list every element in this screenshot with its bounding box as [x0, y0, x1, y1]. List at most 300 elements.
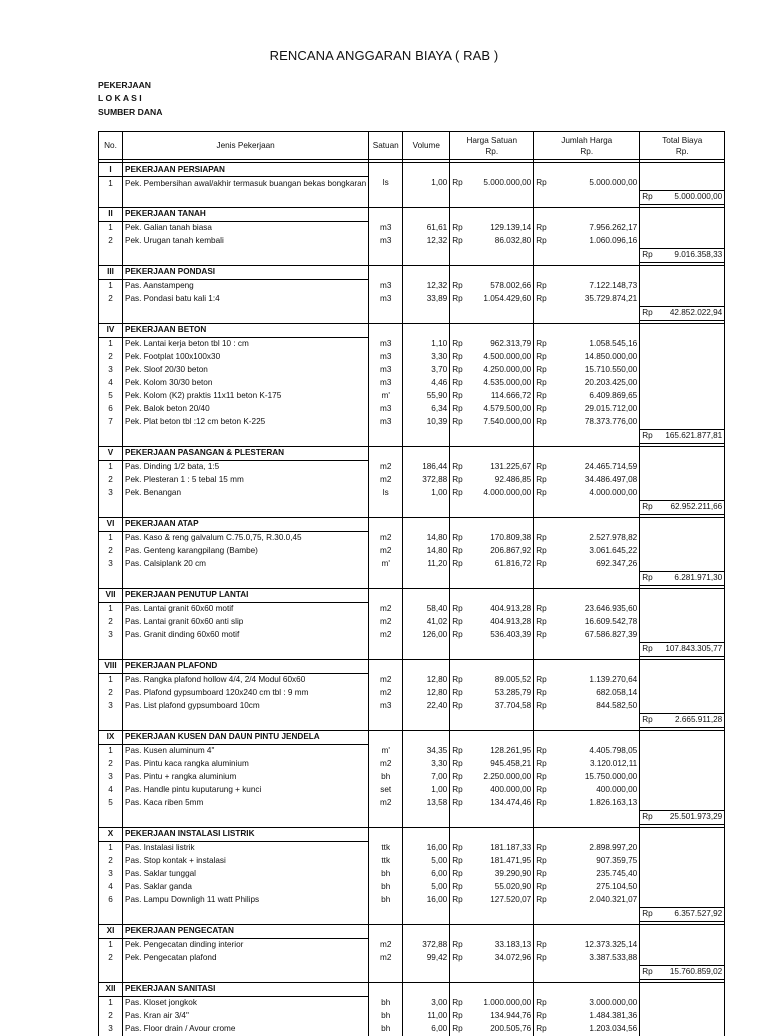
total-empty: [450, 429, 466, 443]
item-unit: ls: [369, 177, 403, 191]
table-row: [99, 855, 725, 868]
item-price: 404.913,28: [466, 602, 534, 616]
item-no: 5: [99, 797, 123, 811]
section-empty: [369, 265, 403, 279]
item-total-empty: [640, 771, 656, 784]
item-total-empty: [656, 474, 725, 487]
item-price: 4.250.000,00: [466, 364, 534, 377]
table-row: [99, 616, 725, 629]
section-empty: [640, 446, 656, 460]
section-empty: [534, 659, 550, 673]
item-amount-currency: Rp: [536, 701, 547, 711]
section-empty: [640, 265, 656, 279]
section-empty: [450, 827, 466, 841]
item-total-empty: [656, 629, 725, 643]
item-no: 1: [99, 841, 123, 855]
item-amount-currency: Rp: [536, 417, 547, 427]
item-price-currency: Rp: [452, 745, 463, 755]
table-body: [99, 160, 725, 1036]
item-amount-currency: Rp: [536, 603, 547, 613]
total-empty: [369, 571, 403, 585]
item-price: 170.809,38: [466, 531, 534, 545]
total-empty: [534, 500, 550, 514]
header-harga-line1: Harga Satuan: [466, 135, 517, 145]
section-total-currency: Rp: [640, 642, 656, 656]
section-total-currency: Rp: [640, 713, 656, 727]
meta-sumber-dana: SUMBER DANA: [98, 107, 163, 117]
item-no: 3: [99, 364, 123, 377]
table-row: [99, 351, 725, 364]
item-total-empty: [656, 377, 725, 390]
item-no: 2: [99, 758, 123, 771]
item-price-currency: Rp: [452, 294, 463, 304]
total-empty: [123, 642, 369, 656]
item-description: Pas. Dinding 1/2 bata, 1:5: [123, 460, 369, 474]
item-total-empty: [640, 545, 656, 558]
item-price-currency: Rp: [452, 236, 463, 246]
section-row: [99, 982, 725, 996]
item-price: 7.540.000,00: [466, 416, 534, 430]
item-no: 2: [99, 293, 123, 307]
section-empty: [403, 207, 450, 221]
item-amount-currency: Rp: [536, 178, 547, 188]
item-amount-currency: Rp: [536, 1024, 547, 1033]
section-total-currency: Rp: [640, 306, 656, 320]
section-empty: [369, 982, 403, 996]
item-total-empty: [640, 687, 656, 700]
total-empty: [550, 642, 640, 656]
total-empty: [450, 907, 466, 921]
table-row: [99, 881, 725, 894]
total-empty: [369, 429, 403, 443]
item-unit: m2: [369, 616, 403, 629]
total-empty: [99, 907, 123, 921]
total-empty: [369, 190, 403, 204]
item-volume: 3,70: [403, 364, 450, 377]
total-empty: [466, 500, 534, 514]
item-total-empty: [656, 938, 725, 952]
item-unit: ttk: [369, 855, 403, 868]
item-amount: 7.122.148,73: [550, 279, 640, 293]
table-row: [99, 602, 725, 616]
item-price: 5.000.000,00: [466, 177, 534, 191]
item-price: 181.471,95: [466, 855, 534, 868]
item-amount-currency: Rp: [536, 365, 547, 374]
total-empty: [550, 713, 640, 727]
item-volume: 6,00: [403, 1023, 450, 1036]
section-row: [99, 446, 725, 460]
section-empty: [656, 659, 725, 673]
section-total-row: [99, 190, 725, 204]
item-total-empty: [640, 377, 656, 390]
section-empty: [656, 207, 725, 221]
section-empty: [369, 207, 403, 221]
item-amount: 3.120.012,11: [550, 758, 640, 771]
item-total-empty: [640, 337, 656, 351]
item-total-empty: [640, 700, 656, 714]
item-unit: ls: [369, 487, 403, 501]
table-row: [99, 558, 725, 572]
section-row: [99, 659, 725, 673]
item-description: Pek. Benangan: [123, 487, 369, 501]
section-total-row: [99, 500, 725, 514]
section-row: [99, 207, 725, 221]
total-empty: [550, 190, 640, 204]
table-row: [99, 337, 725, 351]
item-price-currency: Rp: [452, 603, 463, 613]
item-price: 206.867,92: [466, 545, 534, 558]
item-unit: m2: [369, 952, 403, 966]
item-volume: 41,02: [403, 616, 450, 629]
header-jumlah: [534, 132, 640, 160]
item-no: 2: [99, 351, 123, 364]
item-no: 1: [99, 673, 123, 687]
item-description: Pas. Saklar tunggal: [123, 868, 369, 881]
item-volume: 6,34: [403, 403, 450, 416]
item-volume: 372,88: [403, 474, 450, 487]
table-row: [99, 403, 725, 416]
item-no: 5: [99, 390, 123, 403]
item-volume: 5,00: [403, 881, 450, 894]
item-total-empty: [640, 364, 656, 377]
total-empty: [534, 306, 550, 320]
item-price: 945.458,21: [466, 758, 534, 771]
section-empty: [403, 982, 450, 996]
total-empty: [99, 713, 123, 727]
total-empty: [369, 907, 403, 921]
total-empty: [403, 248, 450, 262]
section-total: 165.621.877,81: [656, 429, 725, 443]
section-empty: [550, 207, 640, 221]
total-empty: [466, 190, 534, 204]
table-row: [99, 1023, 725, 1036]
item-amount: 29.015.712,00: [550, 403, 640, 416]
total-empty: [550, 907, 640, 921]
item-no: 1: [99, 938, 123, 952]
item-no: 1: [99, 279, 123, 293]
item-amount: 14.850.000,00: [550, 351, 640, 364]
total-empty: [534, 571, 550, 585]
item-price: 89.005,52: [466, 673, 534, 687]
item-total-empty: [656, 390, 725, 403]
item-price-currency: Rp: [452, 475, 463, 484]
item-description: Pek. Pengecatan dinding interior: [123, 938, 369, 952]
item-total-empty: [640, 797, 656, 811]
total-empty: [466, 907, 534, 921]
section-total-row: [99, 713, 725, 727]
section-name: PEKERJAAN TANAH: [123, 207, 369, 221]
total-empty: [99, 429, 123, 443]
item-total-empty: [640, 531, 656, 545]
item-amount-currency: Rp: [536, 559, 547, 569]
item-description: Pek. Urugan tanah kembali: [123, 235, 369, 249]
section-row: [99, 730, 725, 744]
item-price: 536.403,39: [466, 629, 534, 643]
item-volume: 7,00: [403, 771, 450, 784]
table-row: [99, 797, 725, 811]
item-price-currency: Rp: [452, 785, 463, 794]
item-amount-currency: Rp: [536, 488, 547, 498]
section-empty: [403, 265, 450, 279]
section-empty: [369, 659, 403, 673]
total-empty: [123, 190, 369, 204]
item-unit: m2: [369, 797, 403, 811]
item-price-currency: Rp: [452, 997, 463, 1007]
section-empty: [550, 924, 640, 938]
section-empty: [640, 659, 656, 673]
item-no: 2: [99, 235, 123, 249]
item-description: Pas. Pondasi batu kali 1:4: [123, 293, 369, 307]
item-amount-currency: Rp: [536, 759, 547, 768]
item-price: 33.183,13: [466, 938, 534, 952]
item-total-empty: [640, 416, 656, 430]
total-empty: [403, 190, 450, 204]
total-empty: [450, 642, 466, 656]
item-amount: 6.409.869,65: [550, 390, 640, 403]
total-empty: [403, 500, 450, 514]
item-amount-currency: Rp: [536, 352, 547, 361]
item-amount-currency: Rp: [536, 546, 547, 555]
item-volume: 12,80: [403, 687, 450, 700]
section-empty: [466, 446, 534, 460]
item-unit: bh: [369, 1010, 403, 1023]
item-price-currency: Rp: [452, 461, 463, 471]
section-empty: [640, 517, 656, 531]
section-total-row: [99, 571, 725, 585]
total-empty: [99, 642, 123, 656]
item-price: 61.816,72: [466, 558, 534, 572]
section-total-row: [99, 907, 725, 921]
item-description: Pas. Stop kontak + instalasi: [123, 855, 369, 868]
item-total-empty: [656, 337, 725, 351]
item-volume: 12,80: [403, 673, 450, 687]
item-volume: 12,32: [403, 279, 450, 293]
table-row: [99, 1010, 725, 1023]
total-empty: [550, 429, 640, 443]
section-empty: [403, 163, 450, 177]
total-empty: [450, 248, 466, 262]
item-price-currency: Rp: [452, 1024, 463, 1033]
section-empty: [640, 323, 656, 337]
item-unit: m3: [369, 416, 403, 430]
item-amount-currency: Rp: [536, 953, 547, 963]
item-description: Pek. Pengecatan plafond: [123, 952, 369, 966]
item-total-empty: [656, 293, 725, 307]
section-empty: [550, 827, 640, 841]
item-description: Pas. List plafond gypsumboard 10cm: [123, 700, 369, 714]
section-no: VII: [99, 588, 123, 602]
item-total-empty: [640, 938, 656, 952]
item-unit: m3: [369, 351, 403, 364]
total-empty: [99, 306, 123, 320]
item-description: Pek. Kolom (K2) praktis 11x11 beton K-175: [123, 390, 369, 403]
section-name: PEKERJAAN PERSIAPAN: [123, 163, 369, 177]
total-empty: [369, 306, 403, 320]
item-price-currency: Rp: [452, 391, 463, 400]
section-empty: [656, 323, 725, 337]
item-total-empty: [640, 952, 656, 966]
total-empty: [369, 965, 403, 979]
total-empty: [466, 306, 534, 320]
item-description: Pas. Aanstampeng: [123, 279, 369, 293]
item-volume: 6,00: [403, 868, 450, 881]
total-empty: [99, 965, 123, 979]
section-name: PEKERJAAN PENGECATAN: [123, 924, 369, 938]
item-amount-currency: Rp: [536, 630, 547, 640]
item-no: 3: [99, 558, 123, 572]
section-no: VIII: [99, 659, 123, 673]
total-empty: [403, 429, 450, 443]
total-empty: [466, 429, 534, 443]
item-no: 2: [99, 855, 123, 868]
item-unit: m': [369, 744, 403, 758]
section-empty: [656, 446, 725, 460]
total-empty: [450, 713, 466, 727]
item-amount-currency: Rp: [536, 236, 547, 246]
item-volume: 14,80: [403, 531, 450, 545]
section-empty: [534, 924, 550, 938]
item-unit: set: [369, 784, 403, 797]
item-total-empty: [640, 616, 656, 629]
item-total-empty: [656, 881, 725, 894]
item-description: Pas. Pintu kaca rangka aluminium: [123, 758, 369, 771]
item-description: Pek. Pembersihan awal/akhir termasuk buangan bekas bongkaran: [123, 177, 369, 191]
item-amount: 5.000.000,00: [550, 177, 640, 191]
table-row: [99, 700, 725, 714]
item-price: 4.000.000,00: [466, 487, 534, 501]
section-no: VI: [99, 517, 123, 531]
item-amount-currency: Rp: [536, 997, 547, 1007]
item-volume: 3,30: [403, 351, 450, 364]
item-unit: m': [369, 558, 403, 572]
section-empty: [640, 588, 656, 602]
item-amount-currency: Rp: [536, 1011, 547, 1020]
section-empty: [534, 982, 550, 996]
total-empty: [466, 248, 534, 262]
item-price: 134.944,76: [466, 1010, 534, 1023]
item-price-currency: Rp: [452, 378, 463, 387]
section-empty: [656, 924, 725, 938]
item-unit: m3: [369, 377, 403, 390]
section-name: PEKERJAAN KUSEN DAN DAUN PINTU JENDELA: [123, 730, 369, 744]
section-empty: [403, 517, 450, 531]
item-description: Pas. Saklar ganda: [123, 881, 369, 894]
total-empty: [403, 306, 450, 320]
section-total-row: [99, 810, 725, 824]
item-volume: 16,00: [403, 841, 450, 855]
item-price-currency: Rp: [452, 688, 463, 697]
section-empty: [656, 517, 725, 531]
item-amount-currency: Rp: [536, 391, 547, 400]
table-row: [99, 744, 725, 758]
item-volume: 1,00: [403, 784, 450, 797]
total-empty: [123, 810, 369, 824]
total-empty: [369, 248, 403, 262]
item-price-currency: Rp: [452, 488, 463, 498]
total-empty: [450, 571, 466, 585]
item-description: Pek. Balok beton 20/40: [123, 403, 369, 416]
item-description: Pas. Kloset jongkok: [123, 996, 369, 1010]
total-empty: [466, 571, 534, 585]
total-empty: [403, 965, 450, 979]
table-row: [99, 221, 725, 235]
item-no: 1: [99, 177, 123, 191]
item-unit: m3: [369, 700, 403, 714]
section-empty: [369, 446, 403, 460]
item-total-empty: [640, 673, 656, 687]
item-price: 92.486,85: [466, 474, 534, 487]
section-name: PEKERJAAN INSTALASI LISTRIK: [123, 827, 369, 841]
total-empty: [450, 500, 466, 514]
total-empty: [466, 713, 534, 727]
section-total-currency: Rp: [640, 965, 656, 979]
item-total-empty: [656, 558, 725, 572]
section-empty: [450, 659, 466, 673]
item-price-currency: Rp: [452, 882, 463, 891]
section-total: 42.852.022,94: [656, 306, 725, 320]
section-empty: [534, 517, 550, 531]
item-no: 2: [99, 687, 123, 700]
item-unit: ttk: [369, 841, 403, 855]
item-total-empty: [656, 771, 725, 784]
item-amount: 692.347,26: [550, 558, 640, 572]
table-row: [99, 629, 725, 643]
item-description: Pas. Floor drain / Avour crome: [123, 1023, 369, 1036]
total-empty: [534, 810, 550, 824]
item-price: 4.579.500,00: [466, 403, 534, 416]
item-price: 134.474,46: [466, 797, 534, 811]
total-empty: [123, 571, 369, 585]
item-unit: m2: [369, 673, 403, 687]
item-total-empty: [640, 558, 656, 572]
section-empty: [466, 659, 534, 673]
total-empty: [450, 190, 466, 204]
total-empty: [466, 965, 534, 979]
section-empty: [550, 265, 640, 279]
section-empty: [550, 163, 640, 177]
section-empty: [369, 323, 403, 337]
item-total-empty: [656, 177, 725, 191]
section-empty: [656, 730, 725, 744]
table-row: [99, 938, 725, 952]
section-empty: [534, 827, 550, 841]
item-price: 55.020,90: [466, 881, 534, 894]
item-unit: bh: [369, 881, 403, 894]
item-no: 7: [99, 416, 123, 430]
item-no: 2: [99, 616, 123, 629]
item-description: Pas. Lantai granit 60x60 motif: [123, 602, 369, 616]
item-amount: 235.745,40: [550, 868, 640, 881]
item-total-empty: [640, 279, 656, 293]
item-price: 127.520,07: [466, 894, 534, 908]
section-empty: [450, 446, 466, 460]
section-empty: [450, 207, 466, 221]
total-empty: [534, 190, 550, 204]
total-empty: [369, 642, 403, 656]
section-empty: [640, 982, 656, 996]
item-total-empty: [640, 235, 656, 249]
item-amount: 4.405.798,05: [550, 744, 640, 758]
item-amount: 67.586.827,39: [550, 629, 640, 643]
section-total-row: [99, 306, 725, 320]
section-total: 25.501.973,29: [656, 810, 725, 824]
section-row: [99, 827, 725, 841]
total-empty: [534, 642, 550, 656]
table-header-row: [99, 132, 725, 160]
item-no: 4: [99, 881, 123, 894]
item-total-empty: [656, 460, 725, 474]
item-total-empty: [640, 177, 656, 191]
